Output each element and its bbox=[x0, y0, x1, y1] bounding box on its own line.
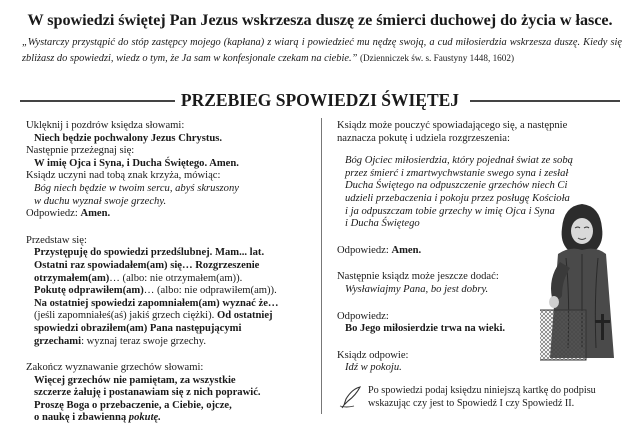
absolution-line: przez śmierć i zmartwychwstanie swego syna i zesłał bbox=[345, 167, 569, 179]
title-rule-right bbox=[470, 100, 620, 102]
step-penance: Ksiądz może pouczyć spowiadającego się, a następnie bbox=[337, 120, 568, 131]
section-title: PRZEBIEG SPOWIEDZI ŚWIĘTEJ bbox=[180, 90, 460, 110]
step-greet: Uklęknij i pozdrów księdza słowami: bbox=[26, 120, 185, 131]
quill-pen-icon bbox=[338, 385, 364, 409]
finish-3: Proszę Boga o przebaczenie, a Ciebie, ojcze, bbox=[34, 399, 232, 411]
respond-words: Bo Jego miłosierdzie trwa na wieki. bbox=[345, 323, 506, 335]
priest-illustration-icon bbox=[540, 198, 622, 366]
quote-line-1: „Wystarczy przystąpić do stóp zastępcy mojego (kapłana) z wiarą i powiedzieć mu nędzę swoją, a cud miłosierdzia wskrzesza bbox=[22, 37, 552, 48]
absolution-line: Bóg Ojciec miłosierdzia, który pojednał świat ze sobą bbox=[345, 155, 573, 167]
priest-blessing-1: Bóg niech będzie w twoim sercu, abyś skruszony bbox=[34, 182, 239, 194]
quote-line-2: duszę. Kiedy się zbliżasz do spowiedzi, wiedz o tym, że Ja sam w konfesjonale czekam na ciebie.” bbox=[22, 37, 622, 64]
left-column bbox=[26, 120, 316, 425]
intro-6: (jeśli zapomniałeś(aś) jakiś grzech ciężki). Od ostatniej bbox=[34, 310, 273, 322]
praise-words: Wysławiajmy Pana, bo jest dobry. bbox=[345, 283, 489, 295]
intro-1: Przystępuję do spowiedzi przedślubnej. Mam... lat. bbox=[34, 247, 265, 259]
intro-8: grzechami: wyznaj teraz swoje grzechy. bbox=[34, 335, 206, 347]
column-divider bbox=[321, 118, 322, 414]
footer-line-2: wskazując czy jest to Spowiedź I czy Spowiedź II. bbox=[368, 397, 575, 409]
step-dismissal: Ksiądz odpowie: bbox=[337, 349, 409, 361]
intro-4: Pokutę odprawiłem(am)… (albo: nie odprawiłem(am)). bbox=[34, 285, 277, 297]
step-respond: Odpowiedz: bbox=[337, 310, 389, 322]
absolution-line: Ducha Świętego na odpuszczenie grzechów niech Ci bbox=[345, 180, 568, 192]
intro-3: otrzymałem(am)… (albo: nie otrzymałem(am)). bbox=[34, 272, 243, 284]
respond-amen-2: Odpowiedz: Amen. bbox=[337, 244, 422, 256]
step-priest-blessing: Ksiądz uczyni nad tobą znak krzyża, mówiąc: bbox=[26, 170, 221, 182]
step-sign-cross: Następnie przeżegnaj się: bbox=[26, 145, 135, 157]
absolution-line: i ja odpuszczam tobie grzechy w imię Ojca i Syna bbox=[345, 205, 555, 217]
finish-1: Więcej grzechów nie pamiętam, za wszystkie bbox=[34, 374, 236, 386]
absolution-line: i Ducha Świętego bbox=[345, 218, 420, 230]
step-finish: Zakończ wyznawanie grzechów słowami: bbox=[26, 362, 204, 374]
intro-2: Ostatni raz spowiadałem(am) się… Rozgrzeszenie bbox=[34, 259, 260, 271]
sign-cross-words: W imię Ojca i Syna, i Ducha Świętego. Amen. bbox=[34, 157, 239, 169]
finish-4: o naukę i zbawienną pokutę. bbox=[34, 412, 161, 424]
intro-5: Na ostatniej spowiedzi zapomniałem(am) wyznać że… bbox=[34, 297, 279, 309]
section-title-row bbox=[20, 88, 620, 112]
priest-blessing-2: w duchu wyznał swoje grzechy. bbox=[34, 195, 167, 207]
absolution-line: udzieli przebaczenia i pokoju przez posługę Kościoła bbox=[345, 192, 570, 204]
dismissal-words: Idź w pokoju. bbox=[345, 362, 402, 374]
finish-2: szczerze żałuję i postanawiam się z nich poprawić. bbox=[34, 387, 261, 399]
page-headline: W spowiedzi świętej Pan Jezus wskrzesza duszę ze śmierci duchowej do życia w łasce. bbox=[27, 11, 613, 29]
footer-line-1: Po spowiedzi podaj księdzu niniejszą kartkę do podpisu bbox=[368, 385, 596, 396]
greeting-words: Niech będzie pochwalony Jezus Chrystus. bbox=[34, 132, 223, 144]
step-praise: Następnie ksiądz może jeszcze dodać: bbox=[337, 271, 499, 283]
intro-7: spowiedzi obraziłem(am) Pana następującymi bbox=[34, 322, 242, 334]
step-penance-2: naznacza pokutę i udziela rozgrzeszenia: bbox=[337, 132, 510, 144]
faustyna-quote bbox=[22, 36, 622, 66]
respond-amen-1: Odpowiedz: Amen. bbox=[26, 208, 111, 220]
step-introduce: Przedstaw się: bbox=[26, 234, 87, 246]
quote-citation: (Dzienniczek św. s. Faustyny 1448, 1602) bbox=[359, 52, 515, 63]
